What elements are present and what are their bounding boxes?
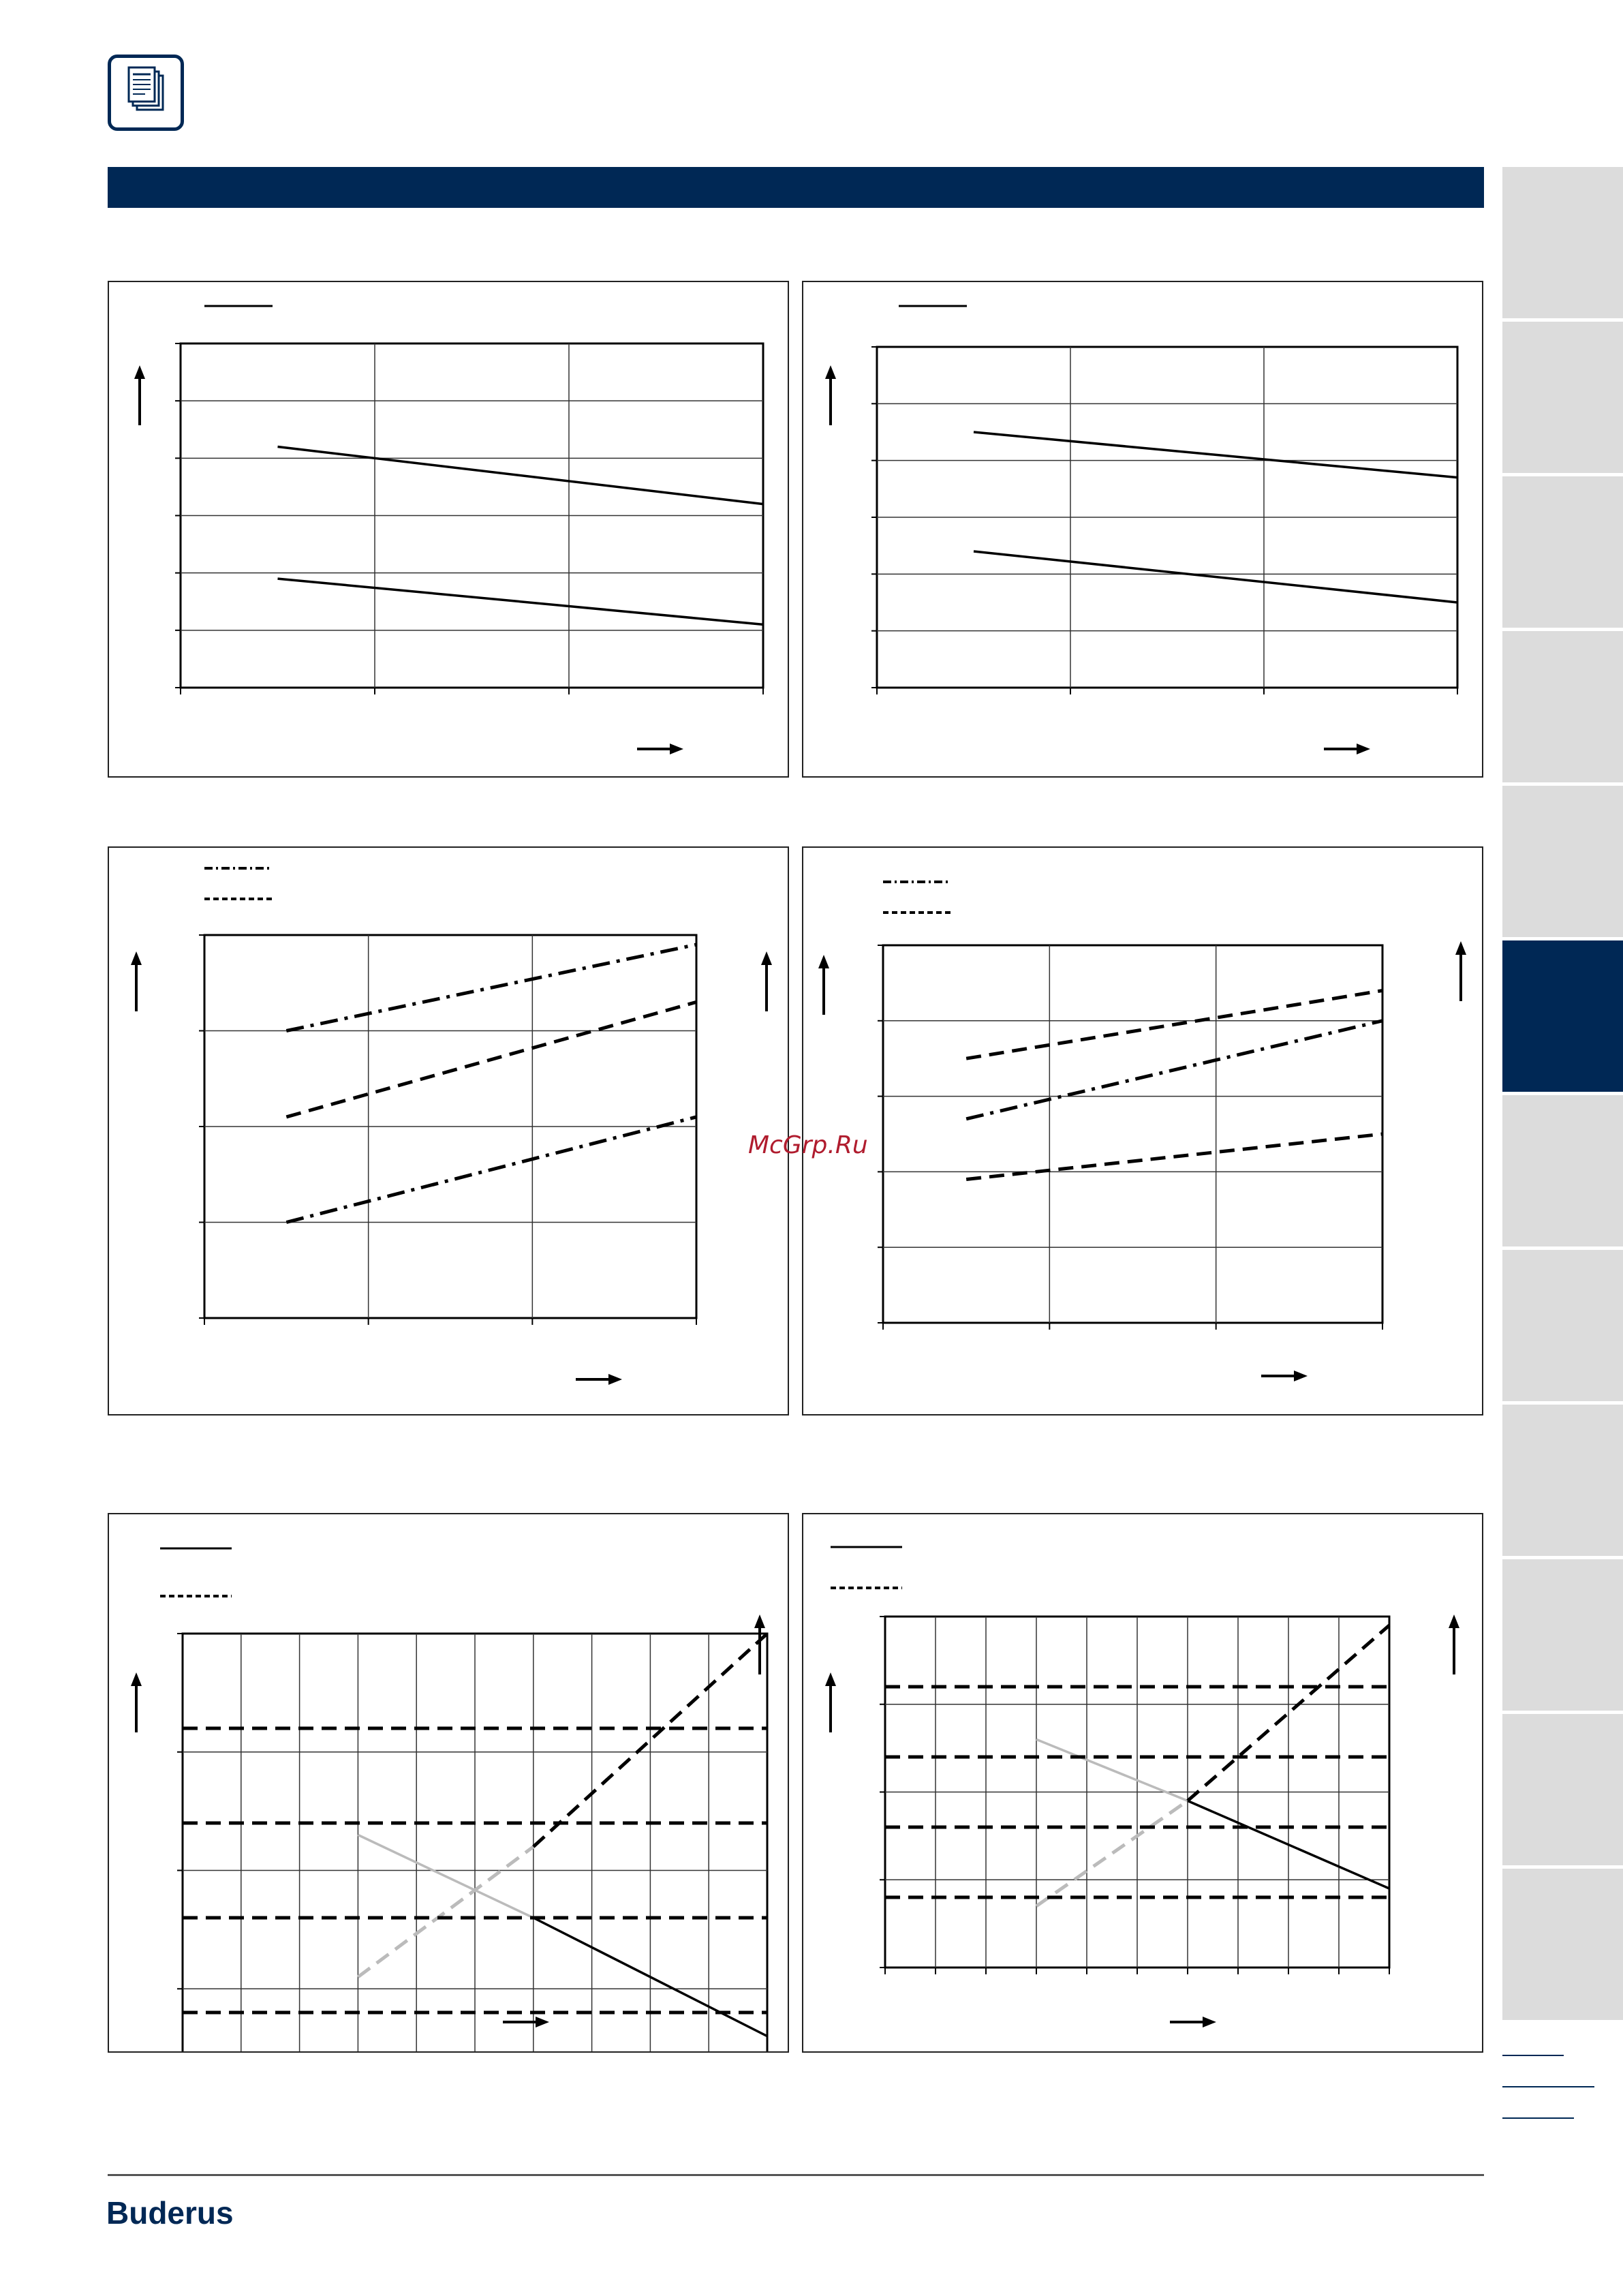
x-axis-arrow-icon	[576, 1374, 622, 1385]
index-line	[1502, 2117, 1574, 2119]
arrow-head	[131, 951, 142, 965]
chart-panel-5	[108, 1513, 789, 2053]
arrow-head	[754, 1614, 765, 1628]
y-axis-arrow-icon	[134, 365, 145, 425]
y-axis-arrow-icon	[825, 365, 836, 425]
y-axis-arrow-icon	[1455, 941, 1466, 1001]
arrow-head	[825, 365, 836, 379]
arrow-head	[131, 1672, 142, 1686]
y-axis-arrow-icon	[825, 1672, 836, 1732]
side-tab[interactable]	[1502, 322, 1623, 473]
arrow-head	[1203, 2017, 1216, 2027]
side-navigation	[1502, 167, 1623, 2023]
document-stack-glyph	[111, 58, 181, 127]
series-line	[278, 579, 764, 624]
series-line	[286, 1117, 696, 1223]
side-tab[interactable]	[1502, 1869, 1623, 2020]
arrow-head	[1357, 744, 1370, 754]
series-line	[966, 1134, 1382, 1179]
arrow-head	[670, 744, 683, 754]
chart-panel-6	[802, 1513, 1483, 2053]
chart-panel-1	[108, 281, 789, 778]
series-line	[974, 551, 1457, 602]
y-axis-arrow-icon	[754, 1614, 765, 1674]
chart-panel-3	[108, 846, 789, 1415]
chart-1	[109, 282, 788, 776]
x-axis-arrow-icon	[503, 2017, 549, 2027]
y-axis-arrow-icon	[131, 1672, 142, 1732]
brand-logo: Buderus	[106, 2195, 234, 2231]
series-line	[1036, 1801, 1188, 1906]
index-line	[1502, 2086, 1594, 2087]
side-tab[interactable]	[1502, 631, 1623, 782]
chart-panel-2	[802, 281, 1483, 778]
chart-4	[803, 848, 1482, 1414]
arrow-head	[825, 1672, 836, 1686]
watermark-text: McGrp.Ru	[748, 1131, 868, 1159]
index-line	[1502, 2055, 1564, 2056]
series-line	[966, 990, 1382, 1058]
side-tab[interactable]	[1502, 1405, 1623, 1556]
chart-3	[109, 848, 788, 1414]
section-header-bar	[108, 167, 1484, 208]
arrow-head	[1455, 941, 1466, 955]
y-axis-arrow-icon	[1449, 1614, 1459, 1674]
chart-6	[803, 1514, 1482, 2051]
arrow-head	[1294, 1371, 1308, 1381]
side-tab[interactable]	[1502, 1714, 1623, 1865]
arrow-head	[536, 2017, 549, 2027]
side-tab[interactable]	[1502, 1250, 1623, 1401]
footer-rule	[108, 2174, 1484, 2176]
x-axis-arrow-icon	[1324, 744, 1370, 754]
chart-5	[109, 1514, 788, 2051]
series-line	[358, 1847, 533, 1977]
y-axis-arrow-icon	[818, 955, 829, 1015]
arrow-head	[761, 951, 772, 965]
chart-2	[803, 282, 1482, 776]
side-tab-active[interactable]	[1502, 940, 1623, 1092]
x-axis-arrow-icon	[637, 744, 683, 754]
y-axis-arrow-icon	[131, 951, 142, 1011]
arrow-head	[608, 1374, 622, 1385]
document-stack-icon	[108, 55, 184, 131]
side-tab[interactable]	[1502, 476, 1623, 628]
arrow-head	[818, 955, 829, 968]
side-index-lines	[1502, 2055, 1623, 2149]
arrow-head	[134, 365, 145, 379]
plot-frame	[883, 945, 1382, 1323]
series-line	[966, 1021, 1382, 1119]
side-tab[interactable]	[1502, 1559, 1623, 1711]
series-line	[974, 432, 1457, 478]
x-axis-arrow-icon	[1261, 1371, 1308, 1381]
side-tab[interactable]	[1502, 1095, 1623, 1246]
side-tab[interactable]	[1502, 786, 1623, 937]
x-axis-arrow-icon	[1170, 2017, 1216, 2027]
y-axis-arrow-icon	[761, 951, 772, 1011]
chart-panel-4	[802, 846, 1483, 1415]
series-line	[358, 1835, 533, 1918]
side-tab[interactable]	[1502, 167, 1623, 318]
arrow-head	[1449, 1614, 1459, 1628]
series-line	[278, 447, 764, 504]
